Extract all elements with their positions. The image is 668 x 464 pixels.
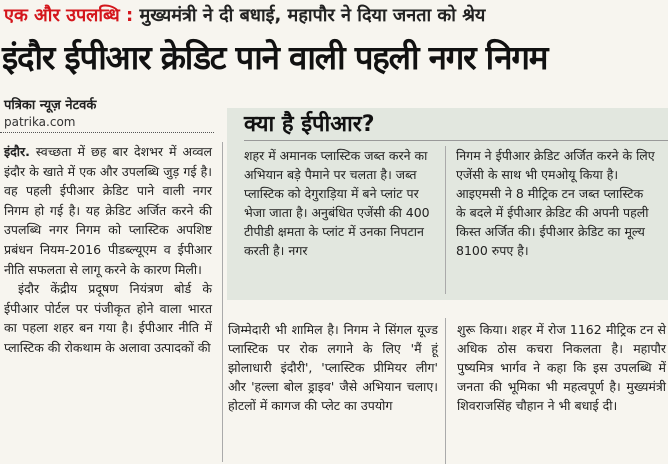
- info-box-column-1: शहर में अमानक प्लास्टिक जब्त करने का अभियान बड़े पैमाने पर चलता है। जब्त प्लास्टिक को देगुराड़िया में बने प्लांट पर भेजा जाता है। अनुबंधित एजेंसी की 400 टीपीडी क्षमता के प्लांट में उनका निपटान करती है। नगर: [244, 148, 430, 258]
- kicker-separator: :: [119, 5, 140, 26]
- column-divider-2: [445, 318, 446, 464]
- kicker-label: एक और उपलब्धि: [4, 5, 120, 26]
- article-column-3: शुरू किया। शहर में रोज 1162 मीट्रिक टन से अधिक ठोस कचरा निकलता है। महापौर पुष्यमित्र भार्गव ने कहा कि इस उपलब्धि में जनता की भूमिका भी महत्वपूर्ण है। मुख्यमंत्री शिवराजसिंह चौहान ने भी बधाई दी।: [457, 322, 666, 413]
- dateline: इंदौर.: [4, 144, 30, 159]
- byline: पत्रिका न्यूज़ नेटवर्क: [4, 98, 97, 113]
- article-column-2: जिम्मेदारी भी शामिल है। निगम ने सिंगल यूज्ड प्लास्टिक पर रोक लगाने के लिए 'मैं हूं झोलाधारी इंदौरी', 'प्लास्टिक प्रीमियर लीग' और 'हल्ला बोल ड्राइव' जैसे अभियान चलाए। होटलों में कागज की प्लेट का उपयोग: [228, 322, 438, 413]
- info-box-column-2: निगम ने ईपीआर क्रेडिट अर्जित करने के लिए एजेंसी के साथ भी एमओयू किया है। आइएमसी ने 8 मीट्रिक टन जब्त प्लास्टिक के बदले में ईपीआर क्रेडिट की अपनी पहली किस्त अर्जित की। ईपीआर क्रेडिट का मूल्य 8100 रुपए है।: [456, 148, 655, 258]
- info-box-rule: [244, 140, 668, 141]
- article-paragraph-2: इंदौर केंद्रीय प्रदूषण नियंत्रण बोर्ड के ईपीआर पोर्टल पर पंजीकृत होने वाला भारत का पहला शहर बन गया है। ईपीआर नीति में प्लास्टिक की रोकथाम के अलावा उत्पादकों की: [4, 281, 212, 355]
- byline-divider: [0, 132, 214, 133]
- column-divider: [222, 142, 223, 462]
- article-column-1: [4, 142, 212, 358]
- site-url: patrika.com: [4, 115, 76, 129]
- article-paragraph-1: [4, 142, 212, 279]
- headline: इंदौर ईपीआर क्रेडिट पाने वाली पहली नगर निगम: [2, 38, 548, 77]
- info-box-title: क्या है ईपीआर?: [244, 112, 375, 137]
- kicker-line: [4, 4, 485, 28]
- kicker-text: मुख्यमंत्री ने दी बधाई, महापौर ने दिया जनता को श्रेय: [139, 5, 486, 26]
- info-box-divider: [445, 146, 446, 294]
- article-para1-text: स्वच्छता में छह बार देशभर में अव्वल इंदौर के खाते में एक और उपलब्धि जुड़ गई है। वह पहली ईपीआर क्रेडिट पाने वाली नगर निगम हो गई है। यह क्रेडिट अर्जित करने की उपलब्धि नगर निगम को प्लास्टिक अपशिष्ट प्रबंधन नियम-2016 पीडब्ल्यूएम व ईपीआर नीति सफलता से लागू करने के कारण मिली।: [4, 144, 212, 277]
